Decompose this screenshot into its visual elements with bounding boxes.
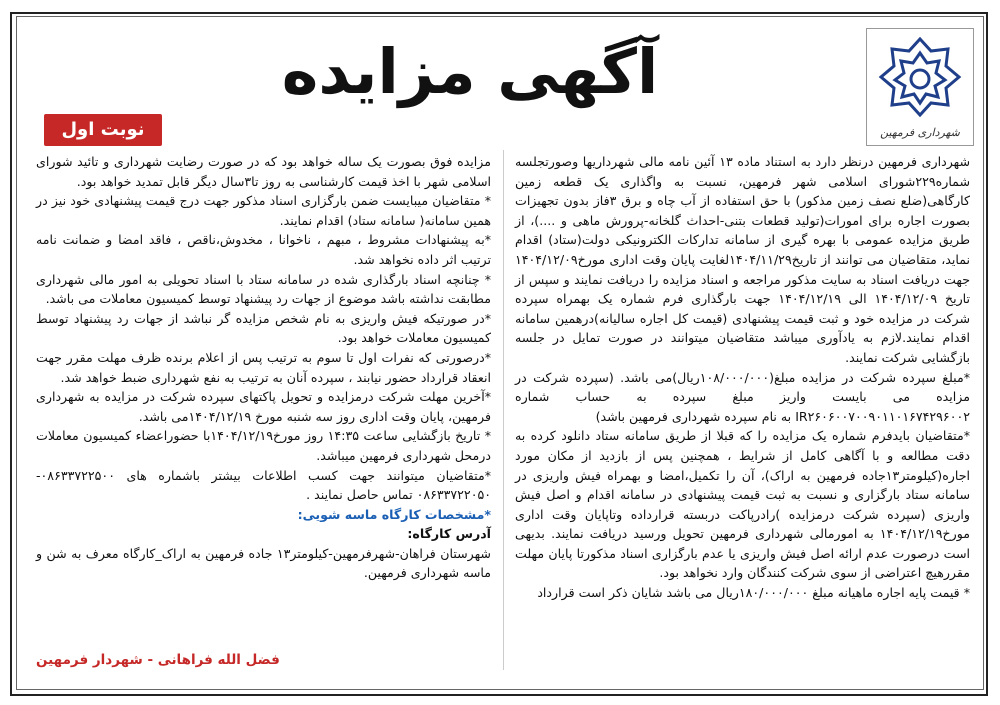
left-column [36,152,491,583]
paragraph: *متقاضیان میتوانند جهت کسب اطلاعات بیشتر باشماره های ۰۸۶۳۳۷۲۲۵۰۰- ۰۸۶۳۳۷۲۲۰۵۰ تماس حاصل نمایند . [36,467,491,503]
paragraph: *مبلغ سپرده شرکت در مزایده مبلغ(۱۰۸/۰۰۰/۰۰۰ریال)می باشد. (سپرده شرکت در مزایده می بایست واریز مبلغ سپرده به حساب شماره IR۲۶۰۶۰۰۷۰۰۹۰۱۱۰۱۶۷۴۲۹۶۰۰۲ به نام سپرده شهرداری فرمهین باشد) [515,369,970,424]
paragraph: مزایده فوق بصورت یک ساله خواهد بود که در صورت رضایت شهرداری و تائید شورای اسلامی شهر با اخذ قیمت کارشناسی به روز تا۳سال دیگر قابل تمدید خواهد بود. [36,154,491,189]
paragraph: * متقاضیان میبایست ضمن بارگزاری اسناد مذکور جهت درج قیمت پیشنهادی خود نیز در همین سامانه( سامانه ستاد) اقدام نمایند. [36,193,491,228]
signature: فضل الله فراهانی - شهردار فرمهین [36,652,280,668]
address-text: شهرستان فراهان-شهرفرمهین-کیلومتر۱۳ جاده فرمهین به اراک_کارگاه معرف به شن و ماسه شهرداری فرمهین. [36,545,491,581]
paragraph: * تاریخ بازگشایی ساعت ۱۴:۳۵ روز مورخ۱۴۰۴/۱۲/۱۹با حضوراعضاء کمیسیون معاملات درمحل شهرداری فرمهین میباشد. [36,428,491,463]
paragraph: *آخرین مهلت شرکت درمزایده و تحویل پاکتهای سپرده شرکت در مزایده به شهرداری فرمهین، پایان وقت اداری روز سه شنبه مورخ ۱۴۰۴/۱۲/۱۹می باشد. [36,389,491,424]
municipality-logo-icon [875,35,965,121]
round-badge: نوبت اول [44,114,162,146]
paragraph: *متقاضیان بایدفرم شماره یک مزایده را که قبلا از طریق سامانه ستاد دانلود کرده به دقت مطالعه و با آگاهی کامل از شرایط ، همچنین پس از بازدید از مکان مورد اجاره(کیلومتر۱۳جاده فرمهین به اراک)، آن را تکمیل،امضا و بهمراه فیش واریزی در سامانه ستاد بارگزاری و نسبت به ثبت قیمت پیشنهادی در سامانه اقدام و اصل فیش واریزی (سپرده شرکت درمزایده )رادرپاکت دربسته قرارداده وتاپایان وقت اداری مورخ۱۴۰۴/۱۲/۱۹ به امورمالی شهرداری فرمهین تحویل ورسید دریافت نمایند. بدیهی است درصورت عدم ارائه اصل فیش واریزی یا عدم بارگزاری اسناد مذکورتا پایان مهلت مقررهیچ اعتراضی از سوی شرکت کنندگان وارد نخواهد بود. [515,428,970,581]
municipality-logo [866,28,974,146]
paragraph: *درصورتی که نفرات اول تا سوم به ترتیب پس از اعلام برنده ظرف مهلت مقرر جهت انعقاد قرارداد حضور نیابند ، سپرده آنان به ترتیب به نفع شهرداری ضبط خواهد شد. [36,349,491,385]
page-title: آگهی مزایده [281,35,659,108]
column-divider [503,150,504,670]
paragraph: *به پیشنهادات مشروط ، مبهم ، ناخوانا ، مخدوش،ناقص ، فاقد امضا و ضمانت نامه ترتیب اثر داده نخواهد شد. [36,232,491,267]
right-column [515,152,970,603]
address-heading: آدرس کارگاه: [407,526,491,542]
paragraph: * قیمت پایه اجاره ماهیانه مبلغ ۱۸۰/۰۰۰/۰۰۰ریال می باشد شایان ذکر است قرارداد [537,585,970,601]
paragraph: *در صورتیکه فیش واریزی به نام شخص مزایده گر نباشد از جهات رد پیشنهاد توسط کمیسیون معاملات خواهد بود. [36,310,491,346]
paragraph: * چنانچه اسناد بارگذاری شده در سامانه ستاد با اسناد تحویلی به امور مالی شهرداری مطابقت نداشته باشد موضوع از جهات رد پیشنهاد توسط کمیسیون معاملات می باشد. [36,271,491,307]
logo-caption: شهرداری فرمهین [880,126,960,139]
paragraph: شهرداری فرمهین درنظر دارد به استناد ماده ۱۳ آئین نامه مالی شهرداریها وصورتجلسه شماره۲۲۹شورای اسلامی شهر فرمهین، نسبت به واگذاری یک قطعه زمین کارگاهی(ضلع نصف زمین مذکور) با حق استفاده از آب چاه و برق ۳فاز بدون تجهیزات بصورت اجاره برای امورات(تولید قطعات بتنی-احداث گلخانه-پرورش ماهی و ....)، از طریق مزایده عمومی با بهره گیری از سامانه تدارکات الکترونیکی دولت(ستاد) اقدام نماید، متقاضیان می توانند از تاریخ۱۴۰۴/۱۱/۲۹لغایت پایان وقت اداری مورخ۱۴۰۴/۱۲/۰۹ جهت دریافت اسناد به سایت مذکور مراجعه و اسناد مزایده را دریافت نمایند و سپس از تاریخ ۱۴۰۴/۱۲/۰۹ الی ۱۴۰۴/۱۲/۱۹ جهت بارگذاری فرم شماره یک بهمراه سپرده شرکت در مزایده خود و ثبت قیمت پیشنهادی (قیمت کل اجاره سالیانه)درهمین سامانه اقدام نمایند.لازم به یادآوری میباشد متقاضیان میتوانند در صورت تمایل در جلسه بازگشایی شرکت نمایند. [515,154,971,365]
specs-heading: *مشخصات کارگاه ماسه شویی: [297,506,491,522]
